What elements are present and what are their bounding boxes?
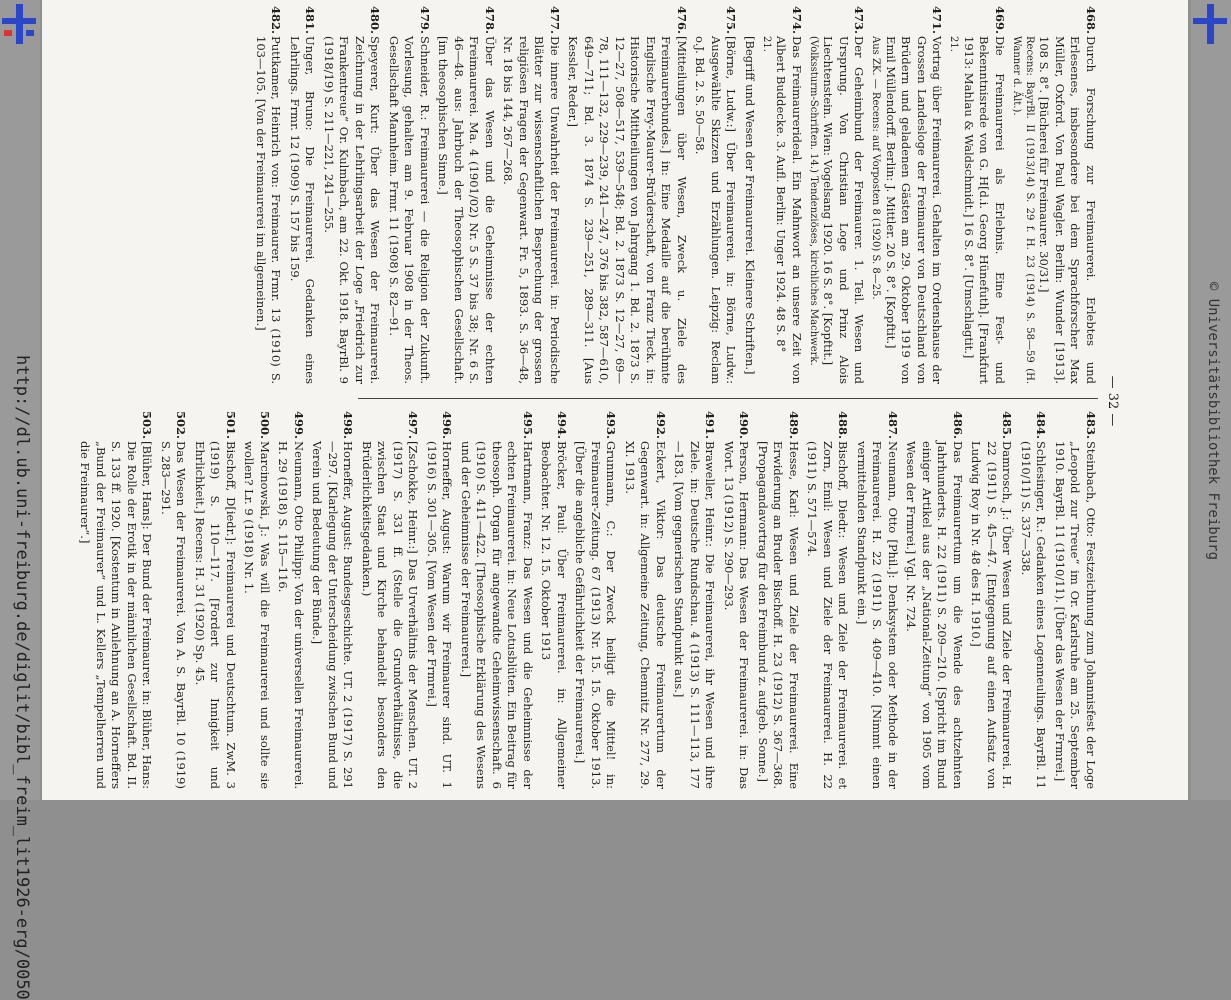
- entry-number: 500.: [258, 411, 272, 440]
- entry-text: Das Wesen der Freimaurerei. Von A. S. BayrBl. 10 (1919) S. 283—291.: [159, 441, 189, 789]
- bibliography-entry: [359, 411, 421, 789]
- entry-number: 475.: [724, 6, 739, 35]
- bibliography-entry: [804, 411, 851, 789]
- entry-text: Grunmann, C.: Der Zweck heiligt die Mittel! in: Freimaurer-Zeitung. 67 (1913) Nr. 15. 15. Oktober 1913. [Über die angebliche Gefährlichkeit der Freimaurerei.]: [573, 441, 619, 789]
- bibliography-entry: [538, 411, 569, 789]
- entry-text: Hartmann, Franz: Das Wesen und die Geheimnisse der echten Freimaurerei. in: Neue Lotusblüten. Ein Beitrag für theosoph. Organ für angewandte Geheimwissenschaft. 6 (1910) S. 411—422. [Theosophische Erklärung des Wesens und der Geheimnisse der Freimaurerei.]: [459, 441, 535, 789]
- right-column: [74, 411, 1098, 789]
- bibliography-entry: [500, 6, 562, 384]
- entry-number: 488.: [836, 411, 851, 440]
- right-margin-bar: [1191, 0, 1231, 800]
- bibliography-entry: [192, 411, 239, 789]
- bibliography-entry: [1010, 6, 1098, 384]
- bibliography-entry: [565, 6, 689, 384]
- bibliography-entry: [854, 411, 901, 789]
- entry-note: Aus ZK. — Recens: auf Vorposten 8 (1920) S. 8—25.: [870, 36, 882, 300]
- bibliography-entry: [948, 6, 1008, 384]
- entry-text: Schlesinger, R.: Gedanken eines Logenneulings. BayrBl. 11 (1910/11) S. 337—338.: [1019, 441, 1049, 789]
- entry-text: Person, Hermann: Das Wesen der Freimaurerei. in: Das Wort. 13 (1912) S. 290—293.: [722, 441, 752, 789]
- bibliography-entry: [572, 411, 619, 789]
- entry-text: [Börne, Ludw.:] Über Freimaurerei. in: Börne, Ludw.: Ausgewählte Skizzen und Erzählungen. Leipzig: Reclam o.J. Bd. 2. S. 50—58.: [693, 36, 739, 384]
- bibliography-entry: [435, 6, 497, 384]
- entry-number: 491.: [703, 411, 718, 440]
- entry-number: 468.: [1084, 6, 1098, 35]
- entry-number: 481.: [303, 6, 318, 35]
- entry-number: 477.: [548, 6, 562, 35]
- entry-number: 499.: [292, 411, 306, 440]
- entry-number: 495.: [521, 411, 535, 440]
- page-url[interactable]: http://dl.ub.uni-freiburg.de/diglit/bibl_freim_lit1926-erg/0050: [12, 355, 32, 1000]
- bibliography-entry: [755, 411, 802, 789]
- bibliography-entry: [671, 411, 718, 789]
- bibliography-entry: [241, 411, 272, 789]
- bibliography-entry: [77, 411, 155, 789]
- entry-number: 486.: [951, 411, 965, 440]
- entry-number: 497.: [406, 411, 421, 440]
- entry-number: 476.: [675, 6, 689, 35]
- entry-text: Marcinowski, J.: Was will die Freimaurerei und sollte sie wollen? Lr. 9 (1918) Nr. 1.: [242, 441, 272, 789]
- entry-number: 490.: [737, 411, 752, 440]
- entry-number: 485.: [1000, 411, 1015, 440]
- entry-text: Steinbach, Otto: Festzeichnung zum Johannisfest der Loge „Leopold zur Treue“ im Or. Karlsruhe am 25. September 1910. BayrBl. 11 (1910/11). [Über das Wesen der Frmrei.]: [1053, 441, 1098, 789]
- bibliography-entry: [903, 411, 965, 789]
- bibliography-entry: [458, 411, 536, 789]
- entry-text: Braweller, Heinr.: Die Freimaurerei, ihr Wesen und ihre Ziele. in: Deutsche Rundschau. 4 (1913) S. 111—113, 177—183. [Vom gegnerischen Standpunkt aus.]: [672, 441, 718, 789]
- bibliography-entry: [760, 6, 804, 384]
- entry-text: Die innere Unwahrheit der Freimaurerei. in: Periodische Blätter zur wissenschaftlichen Besprechung der grossen religiösen Fragen der Gegenwart. Fr. 5, 1893. S. 36—48, Nr. 18 bis 144, 267—268.: [501, 36, 562, 384]
- entry-text: Bischoff, Diedr.: Wesen und Ziele der Freimaurerei. et Zorn, Emil: Wesen und Ziele der Freimaurerei. H. 22 (1911) S. 571—574.: [805, 441, 851, 789]
- entry-text: Neumann, Otto Philipp: Von der universellen Freimaurerei. H. 29 (1918) S. 115—116.: [276, 441, 306, 789]
- entry-number: 480.: [368, 6, 383, 35]
- entry-text: [Zschokke, Heinr.:] Das Urverhältnis der Menschen. UT. 2 (1917) S. 331 ff. (Stelle die Grundverhältnisse, die zwischen Staat und Kirche behandelt besonders den Brüderlichkeitsgedanken.): [360, 441, 421, 789]
- bibliography-entry: [386, 6, 433, 384]
- entry-number: 498.: [341, 411, 356, 440]
- page-sheet: [78, 6, 1120, 796]
- bibliography-entry: [275, 411, 306, 789]
- entry-text: Hesse, Karl: Wesen und Ziele der Freimaurerei. Eine Erwiderung an Bruder Bischoff. H. 23 (1912) S. 367—368. [Propagandavortrag für den Freimbund z. aufgeb. Sonne.]: [756, 441, 801, 789]
- entry-text: Puttkamer, Heinrich von: Freimaurer. Frmr. 13 (1910) S. 103—105. [Von der Freimaurerei im allgemeinen.]: [254, 36, 284, 384]
- entry-number: 487.: [886, 411, 900, 440]
- bibliography-entry: [1052, 411, 1099, 789]
- entry-number: 483.: [1084, 411, 1098, 440]
- entry-number: 489.: [787, 411, 801, 440]
- entry-text: Bröcker, Paul: Über Freimaurerei. in: Allgemeiner Beobachter. Nr. 12. 15. Oktober 1913: [539, 441, 569, 789]
- entry-number: 471.: [930, 6, 945, 35]
- entry-number: 494.: [555, 411, 569, 440]
- entry-text: Speyerer, Kurt: Über das Wesen der Freimaurerei. Zeichnung in der Lehrlingsarbeit der Loge „Friedrich zur Frankentreue“ Or. Kulmbach, am 22. Okt. 1918. BayrBl. 9 (1918/19) S. 211—221, 241—255.: [322, 36, 383, 384]
- entry-text: Über das Wesen und die Geheimnisse der echten Freimaurerei. Ma. 4 (1901/02) Nr. 5 S. 37 bis 38; Nr. 6 S. 46—48. aus: Jahrbuch der Theosophischen Gesellschaft. [im theosophischen Sinne.]: [436, 36, 497, 384]
- library-logo-icon: [2, 4, 38, 50]
- entry-number: 484.: [1034, 411, 1049, 440]
- entry-number: 478.: [483, 6, 497, 35]
- entry-text: Eckert, Viktor: Das deutsche Freimaurertum der Gegenwart. in: Allgemeine Zeitung, Chemnitz Nr. 277, 29. XI. 1913.: [623, 441, 668, 789]
- entry-number: 492.: [654, 411, 668, 440]
- entry-number: 493.: [604, 411, 619, 440]
- bibliography-entry: [870, 6, 945, 384]
- entry-text: [Blüher, Hans]: Der Bund der Freimaurer. in: Blüher, Hans: Die Rolle der Erotik in der männlichen Gesellschaft. Bd. II. S. 133 ff. 1920. [Kostentum in Anlehnung an A. Horneffers „Bund der Freimaurer“ und L. Kellers „Tempelherren und die Freimaurer“.]: [78, 441, 155, 789]
- bibliography-entry: [287, 6, 318, 384]
- scanned-page: [42, 0, 1188, 800]
- entry-number: 469.: [993, 6, 1007, 35]
- copyright-notice: © Universitätsbibliothek Freiburg: [1205, 281, 1221, 560]
- entry-text: Das Freimaurertum um die Wende des achtzehnten Jahrhunderts. H. 22 (1911) S. 209—210. [Spricht im Bund einiger Artikel aus der „National-Zeitung“ von 1905 vom Wesen der Frmrei.] Vgl. Nr. 724.: [904, 441, 965, 789]
- bibliography-entry: [253, 6, 284, 384]
- entry-text: Der Geheimbund der Freimaurer. 1. Teil. Wesen und Ursprung. Von Christian Loge und Prinz Alois Liechtenstein. Wien: Vogelsang 1920. 16 S. 8°. [Kopftit.]: [821, 36, 867, 384]
- entry-text: Horneffer, August: Warum wir Freimaurer sind. UT. 1 (1916) S. 301—305. [Vom Wesen der Frmrei.]: [425, 441, 455, 789]
- bibliography-entry: [1018, 411, 1049, 789]
- entry-text: Damrosch, J.: Über Wesen und Ziele der Freimaurerei. H. 22 (1911) S. 45—47. [Entgegnung auf einen Aufsatz von Ludwig Roy in Nr. 48 des H. 1910.]: [969, 441, 1015, 789]
- entry-text: [Mitteilungen über Wesen, Zweck u. Ziele des Freimaurerbundes.] in: Eine Medaille auf die berühmte Englische Frey-Maurer-Brüderschaft, von Franz Tieck. in: Historische Mittheilungen von Jahrgang 1. Bd. 2. 1873 S. 12—27, 508—517, 539—548; Bd. 2. 1873 S. 12—27, 69—78, 111—132, 229—239, 241—247, 376 bis 382, 587—610, 649—711; Bd. 3. 1874 S. 239—251, 289—311. [Aus Kessler, Reder.]: [566, 36, 689, 384]
- entry-text: Vortrag über Freimaurerei. Gehalten im Ordenshause der Grossen Landesloge der Freimaurer von Deutschland von Brüdern und geladenen Gästen am 29. Oktober 1919 von Emil Müllendorff. Berlin: J. Mittler. 20 S. 8°. [Kopftit.]: [884, 36, 945, 384]
- entry-number: 502.: [174, 411, 189, 440]
- entry-text: Schneider, R.: Freimaurerei — die Religion der Zukunft. Vorlesung, gehalten am 9. Februar 1908 in der Theos. Gesellschaft Mannheim. Frmr. 11 (1908) S. 82—91.: [387, 36, 432, 384]
- left-column: [250, 6, 1099, 384]
- entry-number: 482.: [269, 6, 284, 35]
- entry-number: 501.: [224, 411, 238, 440]
- entry-note: 21.: [761, 36, 772, 52]
- entry-text: Die Freimaurerei als Erlebnis. Eine Fest- und Bekenntnisrede von G. H[d.i. Georg Hünefuth]. [Frankfurt 1913: Mahlau & Waldschmidt.] 16 S. 8°. [Umschlagtit.]: [962, 36, 1007, 384]
- entry-text: Horneffer, August: Bundesgeschichte. UT. 2 (1917) S. 291—297. [Klarlegung der Unterscheidung zwischen Bund und Verein und Bedeutung der Bünde.]: [310, 441, 356, 789]
- entry-text: Durch Forschung zur Freimaurerei. Erlebtes und Erlesenes, insbesondere bei dem Sprachforscher Max Müller, Oxford. Von Paul Wagler. Berlin: Wunder [1913]. 108 S. 8°. [Bücherei für Freimaurer. 30/31.]: [1037, 36, 1098, 384]
- entry-number: 474.: [790, 6, 804, 35]
- entry-number: 473.: [852, 6, 867, 35]
- bibliography-entry: [721, 411, 752, 789]
- bibliography-entry: [321, 6, 383, 384]
- left-margin-bar: [0, 0, 40, 1000]
- page-number: — 32 —: [1105, 375, 1120, 427]
- entry-text: Unger, Bruno: Die Freimaurerei. Gedanken eines Lehrlings. Frmr. 12 (1909) S. 157 bis 159.: [288, 36, 318, 384]
- entry-note: 21.: [948, 36, 960, 52]
- entry-text: Neumann, Otto [Phil.]: Denksystem oder Methode in der Freimaurerei. H. 22 (1911) S. 409—410. [Nimmt einen vermittelnden Standpunkt ein.]: [855, 441, 900, 789]
- bibliography-entry: [807, 6, 867, 384]
- bibliography-entry: [158, 411, 189, 789]
- entry-note: (Volkssturm-Schriften. 14.) Tendenziöses, kirchliches Machwerk.: [808, 36, 819, 366]
- bibliography-entry: [692, 6, 739, 384]
- column-divider: [358, 398, 1098, 399]
- library-logo-icon: [1193, 4, 1229, 50]
- bibliography-entry: [742, 6, 758, 384]
- entry-text: [Begriff und Wesen der Freimaurerei. Kleinere Schriften.]: [743, 36, 757, 375]
- bibliography-entry: [309, 411, 356, 789]
- bibliography-entry: [424, 411, 455, 789]
- entry-number: 479.: [418, 6, 432, 35]
- bibliography-entry: [622, 411, 669, 789]
- entry-text: Bischoff, D[iedr.]: Freimaurerei und Deutschtum. ZwM. 3 (1919) S. 110—117. [Fordert zur Innigkeit und Ehrlichkeit.] Recens: H. 31 (1920) Sp. 45.: [193, 441, 238, 789]
- entry-text: Das Freimaurerideal. Ein Mahnwort an unsere Zeit von Albert Buddecke. 3. Aufl. Berlin: Unger 1924. 48 S. 8°: [774, 36, 804, 384]
- entry-number: 503.: [140, 411, 155, 440]
- entry-number: 496.: [440, 411, 455, 440]
- bibliography-entry: [968, 411, 1015, 789]
- entry-note: Recens: BayrBl. II (1913/14) S. 29 f. H. 23 (1914) S. 58—59 (H. Wanner d. Ält.).: [1011, 36, 1035, 384]
